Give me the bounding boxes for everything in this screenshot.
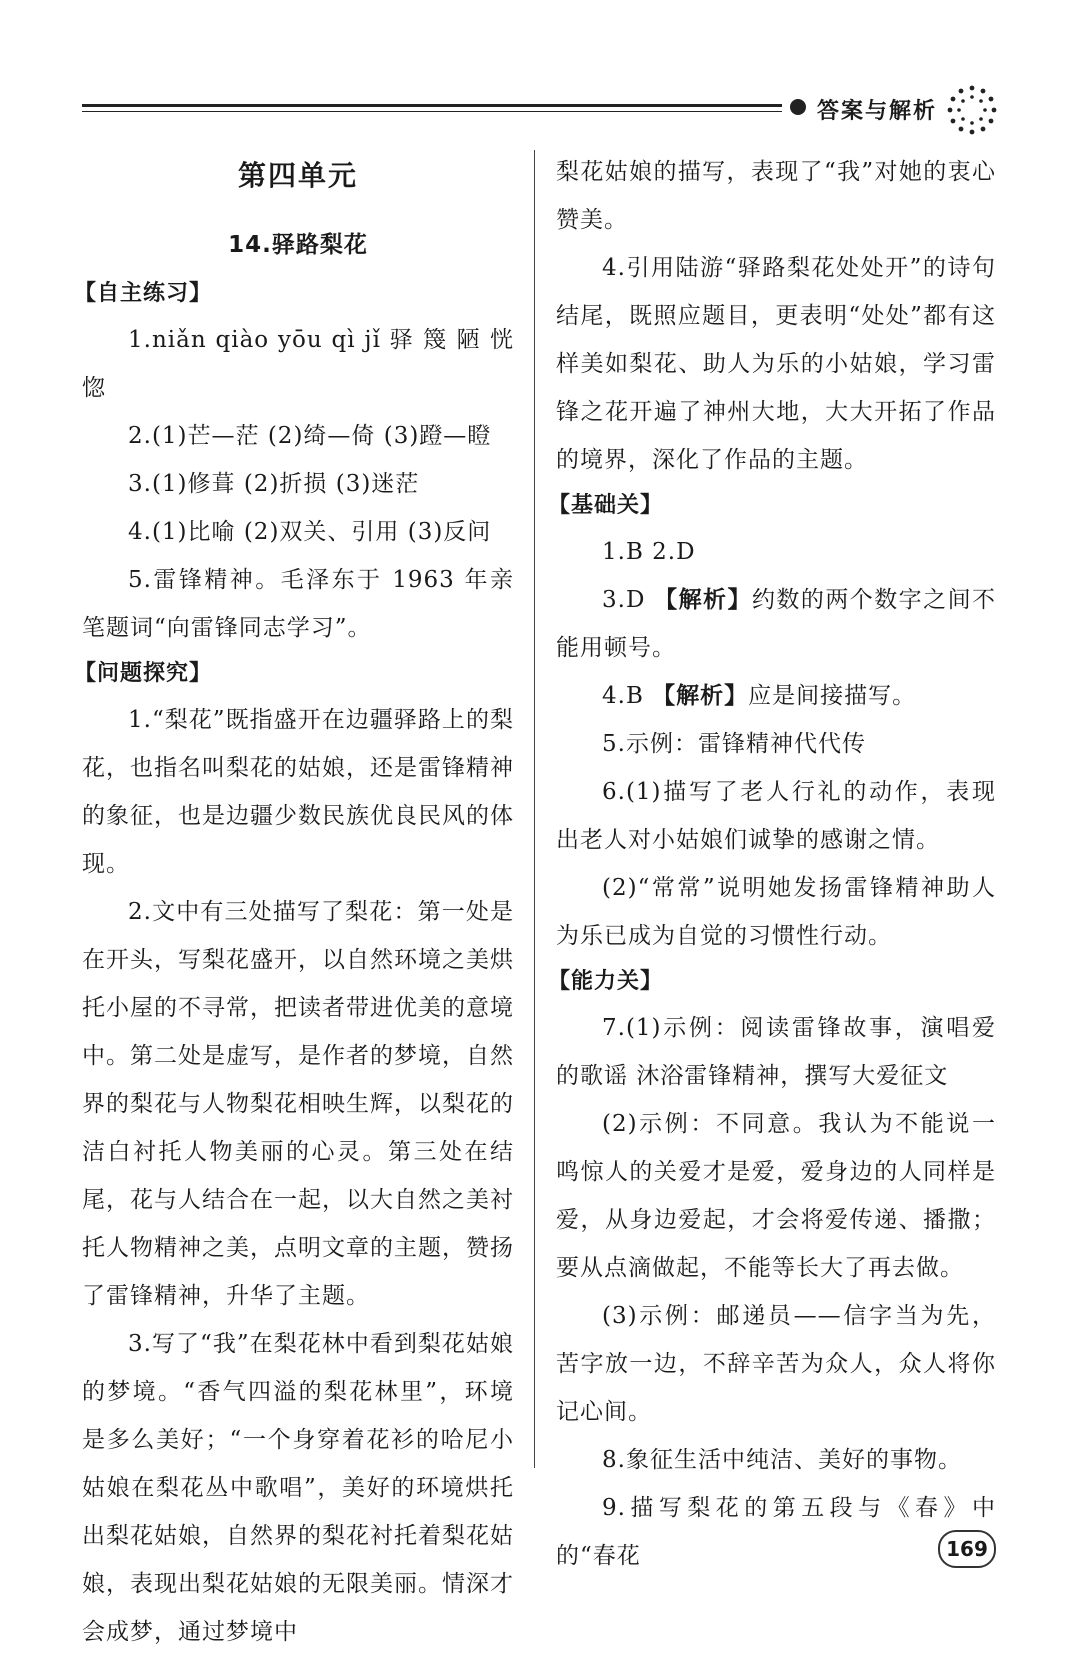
ability-7-2: (2)示例：不同意。我认为不能说一鸣惊人的关爱才是爱，爱身边的人同样是爱，从身边爱起，才会将爱传递、播撒；要从点滴做起，不能等长大了再去做。 [556, 1111, 996, 1281]
answer-1: 1.niǎn qiào yōu qì jǐ 驿 篾 陋 恍 惚 [82, 327, 514, 401]
column-divider [534, 150, 535, 1468]
basic-4 [556, 672, 996, 720]
section-heading-ability: 【能力关】 [548, 969, 664, 994]
header-bullet-icon [790, 99, 806, 115]
ability-9: 9.描写梨花的第五段与《春》中的“春花 [556, 1495, 996, 1569]
answer-5: 5.雷锋精神。毛泽东于 1963 年亲笔题词“向雷锋同志学习”。 [82, 567, 514, 641]
basic-3-analysis: 约数的两个数字之间不能用顿号。 [556, 587, 997, 661]
ability-8: 8.象征生活中纯洁、美好的事物。 [602, 1447, 962, 1473]
basic-6-1: 6.(1)描写了老人行礼的动作，表现出老人对小姑娘们诚挚的感谢之情。 [556, 779, 996, 853]
ability-7-3: (3)示例：邮递员——信字当为先，苦字放一边，不辞辛苦为众人，众人将你记心间。 [556, 1303, 996, 1425]
section-heading-self-practice: 【自主练习】 [74, 281, 213, 306]
analysis-tag: 【解析】 [652, 683, 749, 709]
section-heading-basic: 【基础关】 [548, 493, 664, 518]
answer-2: 2.(1)芒—茫 (2)绮—倚 (3)蹬—瞪 [128, 423, 492, 449]
answer-3: 3.(1)修葺 (2)折损 (3)迷茫 [128, 471, 420, 497]
inquiry-2: 2.文中有三处描写了梨花：第一处是在开头，写梨花盛开，以自然环境之美烘托小屋的不寻常，把读者带进优美的意境中。第二处是虚写，是作者的梦境，自然界的梨花与人物梨花相映生辉，以梨花的洁白衬托人物美丽的心灵。第三处在结尾，花与人结合在一起，以大自然之美衬托人物精神之美，点明文章的主题，赞扬了雷锋精神，升华了主题。 [82, 899, 514, 1309]
inquiry-4: 4.引用陆游“驿路梨花处处开”的诗句结尾，既照应题目，更表明“处处”都有这样美如梨花、助人为乐的小姑娘，学习雷锋之花开遍了神州大地，大大开拓了作品的境界，深化了作品的主题。 [556, 255, 996, 473]
unit-title: 第四单元 [237, 159, 358, 192]
lesson-title: 14.驿路梨花 [228, 232, 368, 258]
page-number: 169 [938, 1530, 996, 1568]
header-rule-thin [82, 111, 782, 112]
ability-7-1: 7.(1)示例：阅读雷锋故事，演唱爱的歌谣 沐浴雷锋精神，撰写大爱征文 [556, 1015, 996, 1089]
answer-4: 4.(1)比喻 (2)双关、引用 (3)反问 [128, 519, 492, 545]
basic-6-2: (2)“常常”说明她发扬雷锋精神助人为乐已成为自觉的习惯性行动。 [556, 875, 996, 949]
left-column [74, 148, 514, 1656]
basic-5: 5.示例：雷锋精神代代传 [602, 731, 866, 757]
basic-1-2: 1.B 2.D [602, 539, 696, 565]
sun-ornament-icon [944, 82, 1000, 138]
header-label: 答案与解析 [817, 99, 938, 124]
basic-3-answer: 3.D [602, 587, 655, 613]
inquiry-3: 3.写了“我”在梨花林中看到梨花姑娘的梦境。“香气四溢的梨花林里”，环境是多么美好；“一个身穿着花衫的哈尼小姑娘在梨花丛中歌唱”，美好的环境烘托出梨花姑娘，自然界的梨花衬托着梨花姑娘，表现出梨花姑娘的无限美丽。情深才会成梦，通过梦境中 [82, 1331, 514, 1645]
inquiry-3-continued: 梨花姑娘的描写，表现了“我”对她的衷心赞美。 [556, 159, 996, 233]
basic-4-analysis: 应是间接描写。 [748, 683, 917, 709]
page-header [82, 88, 1012, 148]
basic-4-answer: 4.B [602, 683, 653, 709]
basic-3 [556, 576, 996, 672]
right-column [548, 148, 997, 1580]
header-rule-thick [82, 104, 782, 107]
analysis-tag: 【解析】 [654, 587, 752, 613]
section-heading-inquiry: 【问题探究】 [74, 661, 213, 686]
inquiry-1: 1.“梨花”既指盛开在边疆驿路上的梨花，也指名叫梨花的姑娘，还是雷锋精神的象征，也是边疆少数民族优良民风的体现。 [82, 707, 514, 877]
